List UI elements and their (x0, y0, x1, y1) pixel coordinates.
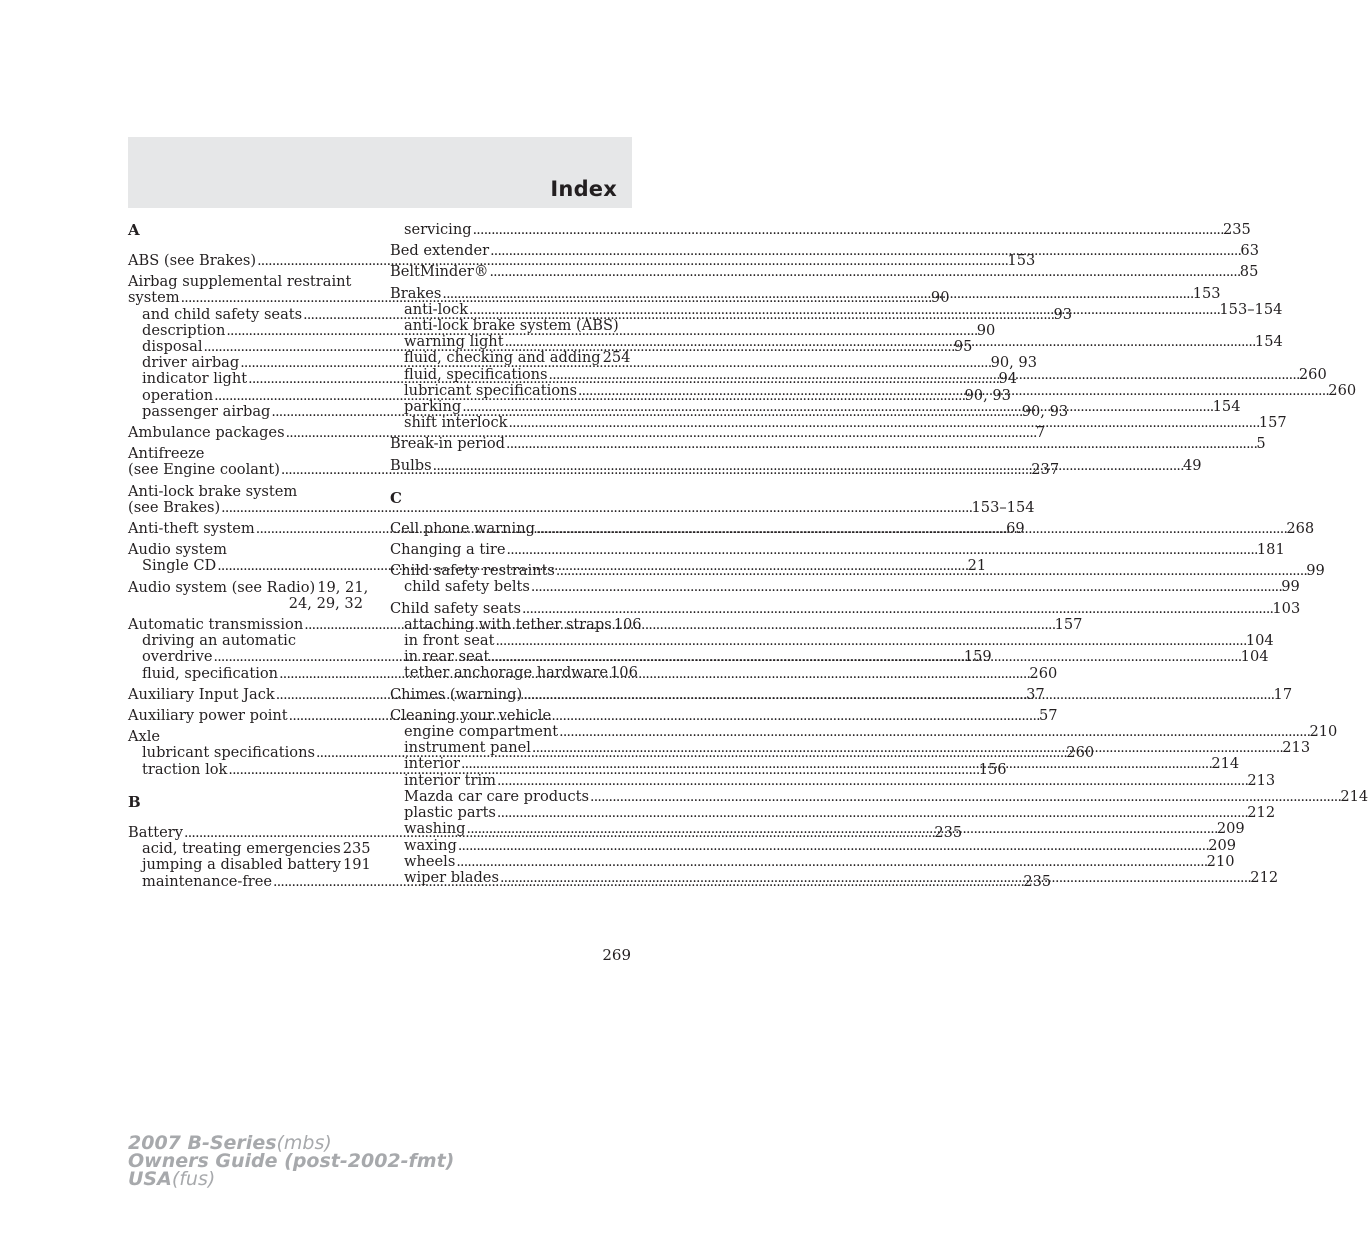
index-entry-label: operation (142, 386, 214, 404)
index-subentry (128, 840, 371, 858)
index-page-ref: 260 (1298, 365, 1327, 383)
index-entry-label: interior (404, 755, 460, 773)
index-entry-text: Anti-lock brake system (128, 482, 298, 500)
index-subentry (390, 632, 1274, 650)
index-entry-text: Antifreeze (128, 445, 205, 463)
index-subentry (128, 856, 371, 874)
index-page-ref: 210 (1206, 852, 1235, 870)
index-page-ref: 106 (613, 615, 642, 633)
index-page-ref: 235 (934, 823, 963, 841)
index-entry-label: engine compartment (404, 723, 559, 741)
dot-leader (578, 383, 1327, 399)
index-page-ref: 90, 93 (964, 386, 1011, 404)
index-entry-label: Brakes (390, 284, 442, 302)
dot-leader (508, 415, 1257, 431)
dot-leader (489, 264, 1238, 280)
index-entry-label: jumping a disabled battery (142, 856, 341, 874)
index-entry (390, 263, 1259, 281)
footer-model: 2007 B-Series (128, 1132, 277, 1154)
index-page-ref: 159 (963, 648, 992, 666)
index-page-ref: 7 (1035, 424, 1046, 442)
index-subentry (390, 771, 1276, 789)
index-entry-label: and child safety seats (142, 305, 303, 323)
index-entry-label: waxing (404, 836, 457, 854)
index-entry-label: maintenance-free (142, 872, 272, 890)
index-page-ref: 214 (1340, 787, 1368, 805)
index-entry-label: fluid, checking and adding (404, 349, 601, 367)
dot-leader (461, 756, 1210, 772)
dot-leader (556, 563, 1305, 579)
index-entry-label: Audio system (see Radio) (128, 578, 316, 596)
index-page-ref: 235 (1023, 872, 1052, 890)
index-page-ref: 157 (1258, 414, 1287, 432)
footer (128, 1134, 454, 1188)
index-page-ref: 19, 21, (317, 578, 369, 596)
dot-leader (497, 773, 1246, 789)
index-page-ref: 69 (1006, 520, 1025, 538)
index-entry-label: Changing a tire (390, 541, 506, 559)
dot-leader (473, 222, 1222, 238)
index-entry-label: instrument panel (404, 739, 531, 757)
index-page-ref: 104 (1240, 648, 1269, 666)
index-page-ref: 5 (1256, 435, 1266, 453)
index-page-ref: 90 (930, 289, 950, 307)
dot-leader (495, 633, 1244, 649)
index-entry-label: anti-lock (404, 300, 469, 318)
dot-leader (531, 579, 1280, 595)
index-entry-label: system (128, 289, 180, 307)
index-page-ref: 21 (967, 557, 987, 575)
index-entry-label: BeltMinder® (390, 263, 489, 281)
index-page-ref: 94 (998, 370, 1018, 388)
index-entry (128, 498, 1035, 516)
dot-leader (532, 740, 1281, 756)
section-title: Index (550, 177, 617, 201)
footer-line-2: Owners Guide (post-2002-fmt) (128, 1150, 455, 1172)
index-entry-label: Child safety restraints (390, 562, 555, 580)
index-entry-label: Battery (128, 823, 184, 841)
page-number: 269 (602, 946, 631, 964)
index-entry-text: Axle (128, 728, 161, 746)
index-entry-label: shift interlock (404, 414, 508, 432)
index-page-ref: 212 (1250, 868, 1279, 886)
index-entry (390, 435, 1266, 453)
dot-leader (490, 243, 1239, 259)
index-entry-label: plastic parts (404, 804, 496, 822)
index-page-ref: 157 (1054, 616, 1083, 634)
index-entry-label: Automatic transmission (128, 616, 304, 634)
index-page-ref: 90, 93 (990, 354, 1037, 372)
index-page-ref: 191 (342, 856, 371, 874)
index-entry (390, 599, 1301, 617)
dot-leader (469, 302, 1218, 318)
index-entry-label: Auxiliary power point (128, 707, 288, 725)
index-page-ref: 37 (1026, 685, 1045, 703)
dot-leader (506, 436, 1255, 452)
index-entry-label: wiper blades (404, 868, 499, 886)
index-subentry (390, 723, 1338, 741)
index-subentry (390, 836, 1237, 854)
index-page-ref: 235 (342, 840, 371, 858)
index-entry-label: description (142, 321, 226, 339)
index-page-ref: 213 (1247, 771, 1276, 789)
index-subentry (390, 615, 642, 633)
index-page-ref: 212 (1247, 804, 1276, 822)
index-page-ref: 254 (602, 349, 631, 367)
index-page-ref: 153–154 (971, 498, 1035, 516)
index-page-ref: 209 (1208, 836, 1237, 854)
index-entry-label: parking (404, 398, 462, 416)
index-entry-label: (see Engine coolant) (128, 461, 280, 479)
index-entry-label: fluid, specification (142, 664, 279, 682)
index-entry (390, 541, 1285, 559)
dot-leader (536, 521, 1285, 537)
index-page-ref: 153 (1007, 252, 1036, 269)
index-entry-text: Audio system (128, 541, 227, 559)
index-entry-label: Ambulance packages (128, 424, 285, 442)
index-page-ref: 154 (1254, 333, 1283, 351)
index-entry-label: Bulbs (390, 456, 432, 474)
index-page-ref: 268 (1286, 519, 1315, 537)
dot-leader (456, 854, 1205, 870)
index-page-ref: 49 (1182, 456, 1202, 474)
index-page-ref: 17 (1273, 685, 1293, 703)
index-entry-label: passenger airbag (142, 402, 271, 420)
index-page-ref: 90 (976, 321, 996, 339)
index-entry (128, 252, 1036, 269)
dot-leader (523, 687, 1272, 703)
index-entry-label: Single CD (142, 557, 217, 575)
spacer (390, 507, 625, 521)
footer-model-code: (mbs) (276, 1132, 332, 1154)
index-page-ref: 260 (1328, 381, 1357, 399)
index-page-ref: 93 (1053, 305, 1073, 323)
index-page-ref: 104 (1245, 632, 1274, 650)
index-entry-label: Auxiliary Input Jack (128, 685, 275, 703)
index-subentry (390, 349, 631, 367)
index-entry-label: interior trim (404, 771, 496, 789)
index-page-ref: 57 (1039, 707, 1058, 725)
index-entry-label: overdrive (142, 648, 213, 666)
index-page-ref: 95 (953, 338, 973, 356)
dot-leader (505, 334, 1254, 350)
spacer (390, 474, 625, 490)
index-page-ref: 99 (1306, 562, 1325, 580)
dot-leader (433, 458, 1182, 474)
dot-leader (442, 286, 1191, 302)
footer-market-code: (fus) (171, 1168, 216, 1190)
index-subentry (390, 852, 1235, 870)
dot-leader (490, 649, 1239, 665)
index-subentry (390, 578, 1300, 596)
dot-leader (467, 821, 1216, 837)
index-entry-label: in front seat (404, 632, 495, 650)
footer-market: USA (128, 1168, 172, 1190)
index-letter-heading: B (128, 792, 141, 811)
dot-leader (462, 399, 1211, 415)
index-entry (128, 424, 1046, 442)
index-entry-label: washing (404, 820, 466, 838)
index-entry (128, 578, 369, 596)
dot-leader (500, 870, 1249, 886)
index-page-ref: 209 (1216, 820, 1245, 838)
index-page-ref: 90, 93 (1021, 402, 1069, 420)
index-page-ref: 260 (1029, 664, 1058, 682)
index-entry-label: indicator light (142, 370, 248, 388)
index-entry-label: wheels (404, 852, 456, 870)
index-page-ref: 103 (1272, 599, 1301, 617)
index-entry-label: acid, treating emergencies (142, 840, 341, 858)
index-entry-text: anti-lock brake system (ABS) (404, 317, 619, 335)
index-entry-label: lubricant specifications (142, 744, 315, 762)
spacer (128, 811, 363, 825)
index-page-ref: 260 (1066, 744, 1095, 762)
index-letter-heading: C (390, 488, 402, 507)
dot-leader (522, 601, 1271, 617)
dot-leader (497, 805, 1246, 821)
index-page-ref: 106 (610, 664, 638, 682)
index-entry-label: ABS (see Brakes) (128, 252, 257, 269)
index-entry-label: Anti-theft system (128, 520, 255, 538)
index-entry-label: attaching with tether straps (404, 615, 612, 633)
index-subentry (390, 414, 1287, 432)
index-entry-label: Cell phone warning (390, 519, 535, 537)
index-entry-text: Airbag supplemental restraint (128, 273, 352, 291)
index-entry-label: Break-in period (390, 435, 506, 453)
index-page-ref: 181 (1256, 541, 1285, 559)
index-entry-label: lubricant specifications (404, 381, 577, 399)
dot-leader (559, 724, 1308, 740)
index-page-ref: 99 (1281, 578, 1300, 596)
index-subentry (390, 787, 1368, 805)
index-entry-label: Chimes (warning) (390, 685, 523, 703)
index-entry-label: servicing (404, 221, 472, 238)
index-entry-label: disposal (142, 338, 203, 356)
index-entry-label: traction lok (142, 760, 228, 778)
dot-leader (507, 542, 1256, 558)
index-entry-label: tether anchorage hardware (404, 664, 608, 682)
index-entry-label: in rear seat (404, 648, 490, 666)
index-entry-text: Cleaning your vehicle (390, 706, 552, 724)
dot-leader (549, 367, 1298, 383)
index-entry-text: driving an automatic (142, 632, 297, 650)
index-subentry (390, 221, 1251, 238)
index-page-ref: 154 (1212, 398, 1241, 416)
spacer (128, 239, 363, 253)
index-entry-label: Child safety seats (390, 599, 522, 617)
dot-leader (590, 789, 1339, 805)
index-entry-pages-continued: 24, 29, 32 (288, 594, 363, 612)
index-subentry (390, 664, 638, 682)
index-entry-label: Bed extender (390, 242, 490, 260)
index-page-ref: 85 (1239, 263, 1259, 281)
index-page-ref: 153–154 (1219, 300, 1283, 318)
index-entry-label: child safety belts (404, 578, 530, 596)
header-band (128, 137, 632, 208)
spacer (128, 778, 363, 794)
index-subentry (390, 804, 1276, 822)
index-page-ref: 153 (1192, 284, 1221, 302)
index-page-ref: 156 (978, 760, 1007, 778)
index-entry-label: driver airbag (142, 354, 240, 372)
index-entry-label: (see Brakes) (128, 498, 221, 516)
index-page-ref: 210 (1309, 723, 1338, 741)
footer-line-3 (128, 1170, 454, 1188)
index-page-ref: 235 (1222, 221, 1251, 238)
index-entry-label: fluid, specifications (404, 365, 548, 383)
index-page-ref: 237 (1031, 461, 1060, 479)
index-page-ref: 63 (1240, 242, 1259, 260)
index-letter-heading: A (128, 221, 140, 239)
index-entry (390, 242, 1259, 260)
index-page-ref: 214 (1211, 755, 1240, 773)
index-entry-label: warning light (404, 333, 504, 351)
dot-leader (458, 838, 1207, 854)
index-page-ref: 213 (1282, 739, 1311, 757)
index-entry-label: Mazda car care products (404, 787, 590, 805)
